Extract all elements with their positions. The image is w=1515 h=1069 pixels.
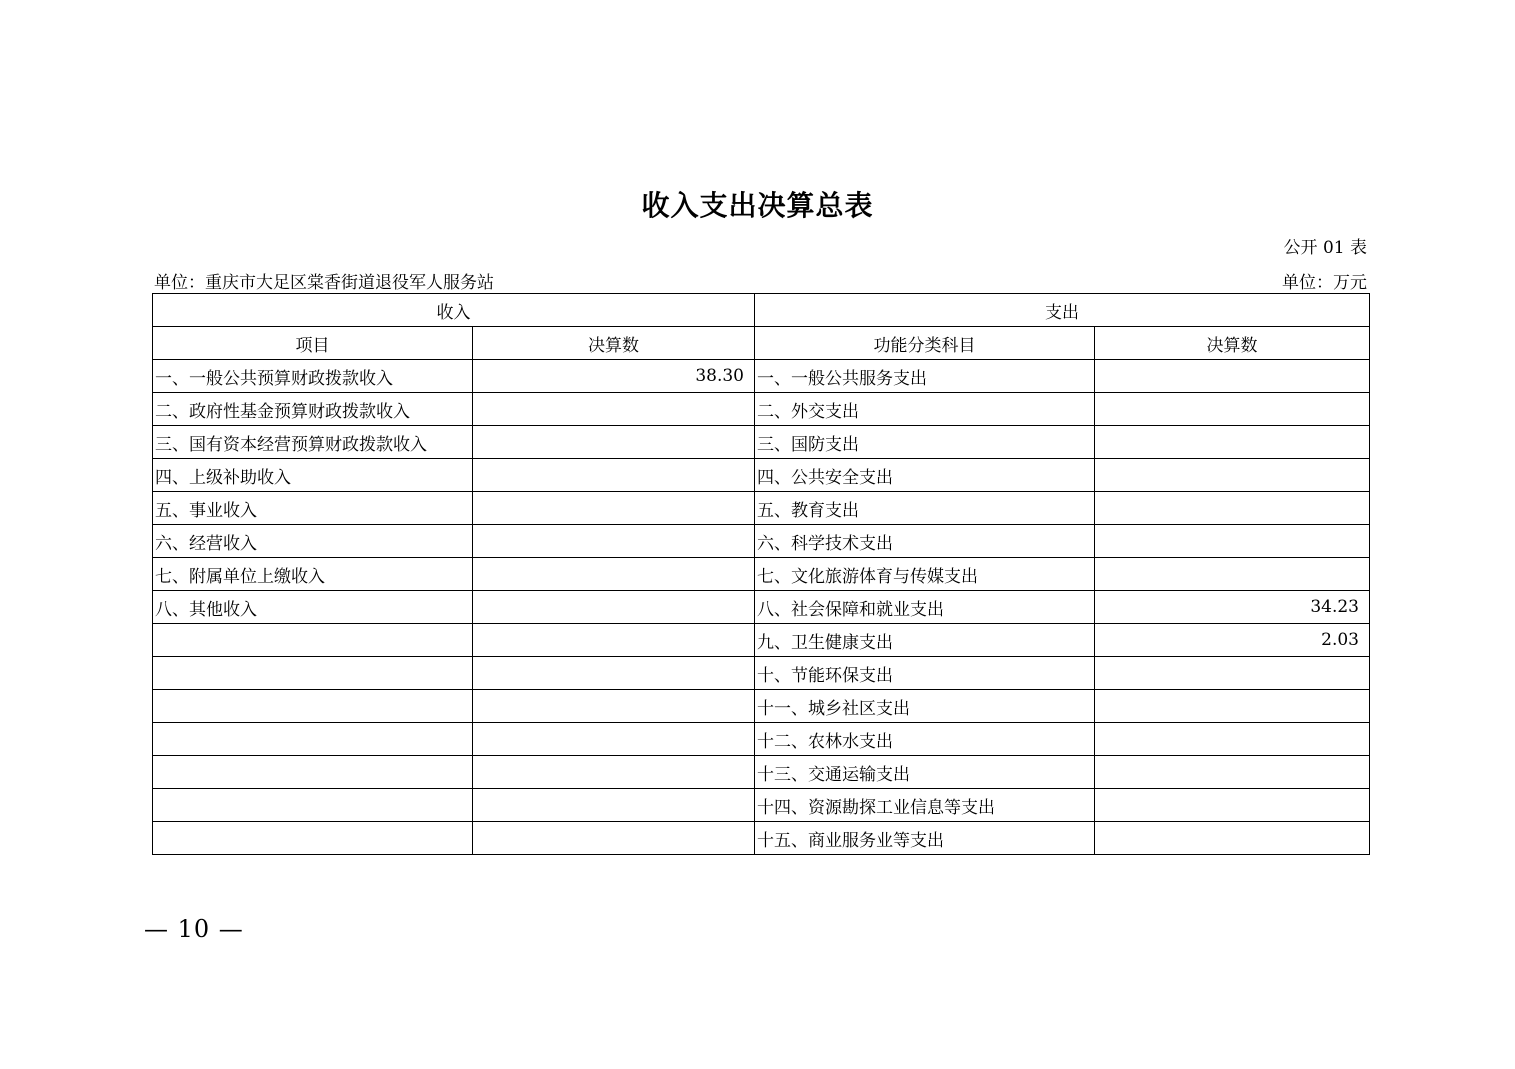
income-amount-cell — [473, 657, 755, 690]
page-title: 收入支出决算总表 — [641, 189, 874, 222]
income-item-cell — [153, 789, 473, 822]
column-header-income-item: 项目 — [153, 327, 473, 360]
table-row — [153, 624, 1370, 657]
table-row — [153, 492, 1370, 525]
expenditure-amount-cell — [1095, 459, 1370, 492]
income-item-cell: 四、上级补助收入 — [153, 459, 473, 492]
expenditure-section-header: 支出 — [755, 294, 1370, 327]
income-item-cell: 七、附属单位上缴收入 — [153, 558, 473, 591]
expenditure-amount-cell — [1095, 822, 1370, 855]
income-amount-cell — [473, 525, 755, 558]
expenditure-item-cell: 十五、商业服务业等支出 — [755, 822, 1095, 855]
column-header-income-amount: 决算数 — [473, 327, 755, 360]
expenditure-item-cell: 十四、资源勘探工业信息等支出 — [755, 789, 1095, 822]
income-item-cell: 三、国有资本经营预算财政拨款收入 — [153, 426, 473, 459]
expenditure-item-cell: 一、一般公共服务支出 — [755, 360, 1095, 393]
income-section-header: 收入 — [153, 294, 755, 327]
expenditure-item-cell: 十二、农林水支出 — [755, 723, 1095, 756]
table-row — [153, 723, 1370, 756]
column-header-exp-item: 功能分类科目 — [755, 327, 1095, 360]
expenditure-item-cell: 十三、交通运输支出 — [755, 756, 1095, 789]
income-amount-cell: 38.30 — [473, 360, 755, 393]
form-number: 公开 01 表 — [1283, 238, 1367, 258]
income-expenditure-table — [152, 293, 1370, 855]
column-header-row — [153, 327, 1370, 360]
expenditure-amount-cell: 34.23 — [1095, 591, 1370, 624]
expenditure-amount-cell — [1095, 558, 1370, 591]
table-row — [153, 558, 1370, 591]
income-amount-cell — [473, 426, 755, 459]
expenditure-item-cell: 五、教育支出 — [755, 492, 1095, 525]
column-header-exp-amount: 决算数 — [1095, 327, 1370, 360]
page-number: — 10 — — [144, 915, 244, 943]
income-item-cell — [153, 756, 473, 789]
income-amount-cell — [473, 393, 755, 426]
income-amount-cell — [473, 459, 755, 492]
unit-name: 单位：重庆市大足区棠香街道退役军人服务站 — [154, 273, 494, 293]
expenditure-amount-cell — [1095, 360, 1370, 393]
expenditure-amount-cell — [1095, 426, 1370, 459]
expenditure-item-cell: 三、国防支出 — [755, 426, 1095, 459]
income-amount-cell — [473, 492, 755, 525]
income-item-cell: 六、经营收入 — [153, 525, 473, 558]
expenditure-item-cell: 七、文化旅游体育与传媒支出 — [755, 558, 1095, 591]
income-amount-cell — [473, 723, 755, 756]
income-amount-cell — [473, 591, 755, 624]
income-item-cell — [153, 657, 473, 690]
table-row — [153, 426, 1370, 459]
expenditure-item-cell: 九、卫生健康支出 — [755, 624, 1095, 657]
income-amount-cell — [473, 558, 755, 591]
expenditure-item-cell: 十一、城乡社区支出 — [755, 690, 1095, 723]
table-row — [153, 393, 1370, 426]
expenditure-amount-cell — [1095, 723, 1370, 756]
income-item-cell — [153, 690, 473, 723]
income-item-cell: 八、其他收入 — [153, 591, 473, 624]
table-row — [153, 756, 1370, 789]
income-item-cell: 五、事业收入 — [153, 492, 473, 525]
income-item-cell: 一、一般公共预算财政拨款收入 — [153, 360, 473, 393]
table-row — [153, 657, 1370, 690]
expenditure-item-cell: 十、节能环保支出 — [755, 657, 1095, 690]
income-amount-cell — [473, 624, 755, 657]
expenditure-amount-cell — [1095, 657, 1370, 690]
expenditure-item-cell: 二、外交支出 — [755, 393, 1095, 426]
table-row — [153, 459, 1370, 492]
table-row — [153, 690, 1370, 723]
income-amount-cell — [473, 690, 755, 723]
income-item-cell — [153, 723, 473, 756]
expenditure-amount-cell — [1095, 789, 1370, 822]
expenditure-item-cell: 八、社会保障和就业支出 — [755, 591, 1095, 624]
income-item-cell — [153, 822, 473, 855]
income-amount-cell — [473, 822, 755, 855]
currency-unit: 单位：万元 — [1282, 273, 1367, 293]
expenditure-amount-cell — [1095, 690, 1370, 723]
table-row — [153, 789, 1370, 822]
expenditure-amount-cell: 2.03 — [1095, 624, 1370, 657]
income-item-cell: 二、政府性基金预算财政拨款收入 — [153, 393, 473, 426]
expenditure-amount-cell — [1095, 393, 1370, 426]
income-item-cell — [153, 624, 473, 657]
expenditure-amount-cell — [1095, 525, 1370, 558]
table-row — [153, 591, 1370, 624]
income-amount-cell — [473, 756, 755, 789]
expenditure-item-cell: 四、公共安全支出 — [755, 459, 1095, 492]
table-row — [153, 822, 1370, 855]
table-row — [153, 525, 1370, 558]
income-amount-cell — [473, 789, 755, 822]
table-row — [153, 360, 1370, 393]
expenditure-amount-cell — [1095, 756, 1370, 789]
expenditure-amount-cell — [1095, 492, 1370, 525]
section-header-row — [153, 294, 1370, 327]
expenditure-item-cell: 六、科学技术支出 — [755, 525, 1095, 558]
